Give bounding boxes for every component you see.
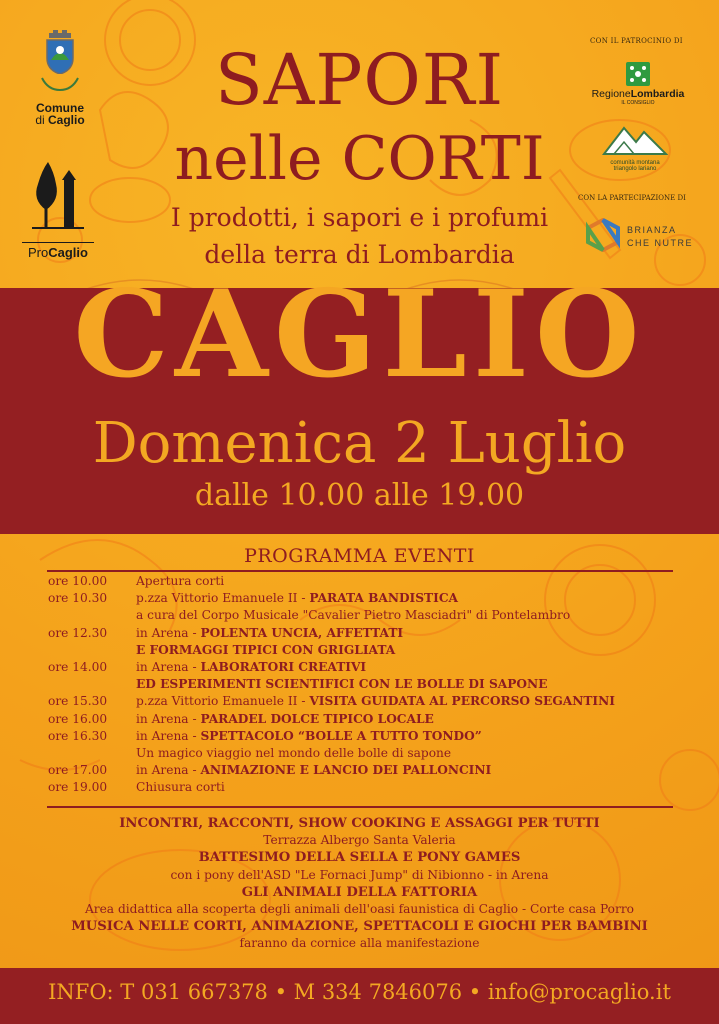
contact-info: INFO: T 031 667378 • M 334 7846076 • info@procaglio.it (48, 980, 671, 1004)
programme-title: PROGRAMMA EVENTI (244, 545, 475, 567)
event-row (48, 728, 688, 745)
event-desc (136, 573, 688, 590)
event-date: Domenica 2 Luglio (92, 411, 627, 476)
extra-detail: faranno da cornice alla manifestazione (239, 936, 480, 951)
event-time: ore 17.00 (48, 763, 108, 778)
comune-prefix: di (35, 113, 48, 127)
procaglio-name: Caglio (48, 245, 88, 260)
event-desc (136, 779, 688, 796)
extra-heading: INCONTRI, RACCONTI, SHOW COOKING E ASSAGGI PER TUTTI (119, 816, 600, 831)
event-desc (136, 762, 688, 779)
event-time: ore 16.30 (48, 728, 108, 743)
comune-name: Caglio (48, 113, 85, 127)
subtitle-line1: I prodotti, i sapori e i profumi (170, 203, 549, 232)
event-desc (136, 693, 688, 710)
event-row (48, 642, 688, 659)
event-text: Apertura corti (136, 574, 225, 588)
brianza-line1: BRIANZA (627, 225, 677, 235)
event-text: Chiusura corti (136, 780, 225, 795)
event-highlight: POLENTA UNCIA, AFFETTATI (200, 625, 404, 640)
event-row (48, 659, 688, 676)
event-text: in Arena - (136, 660, 201, 675)
extra-heading: GLI ANIMALI DELLA FATTORIA (241, 884, 478, 900)
regione-prefix: Regione (591, 88, 631, 100)
event-highlight: PARADEL DOLCE TIPICO LOCALE (200, 711, 434, 726)
title-sapori: SAPORI (214, 39, 505, 121)
event-time: ore 10.30 (48, 591, 108, 606)
town-name: CAGLIO (73, 264, 646, 405)
event-highlight: SPETTACOLO “BOLLE A TUTTO TONDO” (200, 728, 482, 743)
procaglio-prefix: Pro (28, 245, 49, 260)
event-time: ore 15.30 (48, 694, 108, 709)
event-highlight: PARATA BANDISTICA (309, 591, 458, 606)
title-nelle-corti: nelle CORTI (174, 124, 545, 194)
regione-lombardia-name: Lombardia (630, 88, 685, 100)
event-row (48, 590, 688, 607)
event-time: ore 10.00 (48, 574, 108, 588)
event-row (48, 745, 688, 762)
event-highlight: ANIMAZIONE E LANCIO DEI PALLONCINI (200, 763, 492, 778)
event-text: Un magico viaggio nel mondo delle bolle di sapone (136, 746, 452, 761)
event-time: ore 19.00 (48, 780, 108, 795)
event-time (48, 745, 136, 762)
event-desc (136, 607, 688, 624)
subtitle-line2: della terra di Lombardia (204, 240, 515, 269)
event-row (48, 779, 688, 796)
event-time (48, 642, 136, 659)
event-text: in Arena - (136, 763, 201, 778)
patrocinio-label: CON IL PATROCINIO DI (590, 37, 683, 45)
event-desc (136, 642, 688, 659)
event-time (48, 607, 136, 624)
extra-detail: con i pony dell'ASD "Le Fornaci Jump" di Nibionno - in Arena (170, 867, 549, 882)
event-time: ore 12.30 (48, 625, 108, 640)
event-time: ore 16.00 (48, 711, 108, 726)
event-desc (136, 711, 688, 728)
extra-heading: BATTESIMO DELLA SELLA E PONY GAMES (198, 850, 521, 866)
partecipazione-label: CON LA PARTECIPAZIONE DI (578, 194, 686, 202)
event-time: ore 14.00 (48, 660, 108, 675)
event-text: in Arena - (136, 728, 201, 743)
event-text: a cura del Corpo Musicale "Cavalier Pietro Masciadri" di Pontelambro (136, 608, 571, 623)
extra-detail: Area didattica alla scoperta degli animali dell'oasi faunistica di Caglio - Corte casa Porro (84, 902, 635, 917)
event-highlight: VISITA GUIDATA AL PERCORSO SEGANTINI (309, 694, 615, 709)
event-row (48, 711, 688, 728)
extra-heading: MUSICA NELLE CORTI, ANIMAZIONE, SPETTACOLI E GIOCHI PER BAMBINI (71, 919, 648, 935)
event-time (48, 676, 136, 693)
programme-top-divider (47, 570, 673, 572)
extra-detail: Terrazza Albergo Santa Valeria (263, 833, 456, 848)
event-desc (136, 590, 688, 607)
event-text: p.zza Vittorio Emanuele II - (136, 694, 310, 709)
event-highlight: ED ESPERIMENTI SCIENTIFICI CON LE BOLLE DI SAPONE (136, 677, 548, 692)
event-highlight: E FORMAGGI TIPICI CON GRIGLIATA (136, 642, 396, 657)
regione-sub: IL CONSIGLIO (621, 100, 655, 106)
event-desc (136, 659, 688, 676)
brianza-line2: CHE NUTRE (627, 238, 694, 248)
event-text: p.zza Vittorio Emanuele II - (136, 591, 310, 606)
event-highlight: LABORATORI CREATIVI (200, 660, 367, 675)
event-hours: dalle 10.00 alle 19.00 (194, 478, 525, 513)
event-text: in Arena - (136, 625, 201, 640)
event-row (48, 693, 688, 710)
event-row (48, 762, 688, 779)
extra-activities (0, 815, 719, 953)
comune-label: Comune (36, 101, 84, 115)
event-text: in Arena - (136, 711, 201, 726)
event-row (48, 607, 688, 624)
event-desc (136, 745, 688, 762)
programme-bottom-divider (47, 806, 673, 808)
event-desc (136, 728, 688, 745)
event-row (48, 625, 688, 642)
montana-line2: triangolo lariano (613, 166, 657, 172)
event-desc (136, 625, 688, 642)
programme-events (48, 573, 688, 797)
event-desc (136, 676, 688, 693)
event-row (48, 573, 688, 590)
event-row (48, 676, 688, 693)
montana-line1: comunità montana (610, 160, 660, 166)
